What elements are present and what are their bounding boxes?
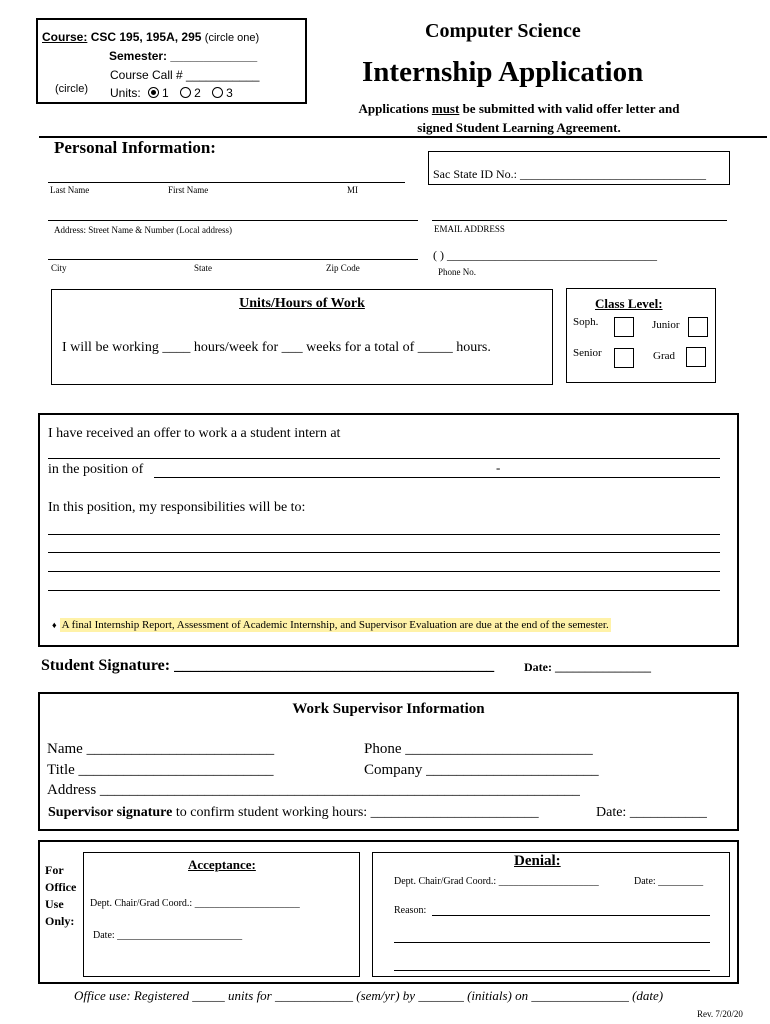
supervisor-name-field[interactable]: Name _________________________ <box>47 741 275 757</box>
units-label: Units: <box>110 86 141 100</box>
position-line[interactable] <box>154 477 720 478</box>
office-use-label: For Office Use Only: <box>45 863 77 928</box>
dept-title: Computer Science <box>425 20 581 42</box>
office-registration-line[interactable]: Office use: Registered _____ units for ____________ (sem/yr) by _______ (initials) on _______________ (date) <box>74 988 664 1003</box>
reason-label: Reason: <box>394 905 427 916</box>
offer-box <box>38 413 739 647</box>
soph-label: Soph. <box>573 316 599 328</box>
zip-label: Zip Code <box>326 263 360 273</box>
phone-label: Phone No. <box>438 267 476 277</box>
semester-field[interactable]: Semester: _____________ <box>109 49 258 63</box>
grad-label: Grad <box>653 350 675 362</box>
unit-1-label: 1 <box>162 86 169 100</box>
unit-1-radio[interactable] <box>148 87 159 98</box>
denial-heading: Denial: <box>514 853 561 869</box>
senior-checkbox[interactable] <box>614 348 634 368</box>
responsibility-line-3[interactable] <box>48 571 720 572</box>
report-note <box>52 619 611 631</box>
denial-chair-field[interactable]: Dept. Chair/Grad Coord.: ____________________ <box>394 876 599 887</box>
name-line[interactable] <box>48 182 405 183</box>
submission-note: Applications must be submitted with valid offer letter and signed Student Learning Agreement. <box>358 101 680 135</box>
unit-2-radio[interactable] <box>180 87 191 98</box>
denial-date-field[interactable]: Date: _________ <box>634 876 704 887</box>
student-date-field[interactable]: Date: ________________ <box>524 660 651 674</box>
student-signature-field[interactable]: Student Signature: ________________________________________ <box>41 657 495 674</box>
reason-line-1[interactable] <box>432 915 710 916</box>
hours-statement[interactable]: I will be working ____ hours/week for ___ weeks for a total of _____ hours. <box>62 340 491 355</box>
class-level-heading: Class Level: <box>595 296 663 311</box>
course-line <box>42 30 259 44</box>
supervisor-heading: Work Supervisor Information <box>292 701 485 717</box>
acceptance-heading: Acceptance: <box>188 857 256 872</box>
supervisor-date-field[interactable]: Date: ___________ <box>596 805 707 820</box>
circle-label: (circle) <box>55 83 88 95</box>
employer-line[interactable] <box>48 458 720 459</box>
first-name-label: First Name <box>168 185 209 195</box>
position-dash: - <box>496 460 501 475</box>
page-title: Internship Application <box>362 56 644 88</box>
position-label: in the position of <box>48 462 144 477</box>
junior-label: Junior <box>652 319 680 331</box>
supervisor-phone-field[interactable]: Phone _________________________ <box>364 741 593 757</box>
unit-2-label: 2 <box>194 86 201 100</box>
course-hint: (circle one) <box>204 32 260 44</box>
responsibility-line-4[interactable] <box>48 590 720 591</box>
address-label: Address: Street Name & Number (Local address) <box>54 225 232 235</box>
bullet-icon: ♦ <box>52 620 57 630</box>
revision-label: Rev. 7/20/20 <box>697 1009 743 1019</box>
course-value[interactable]: CSC 195, 195A, 295 <box>90 30 202 44</box>
grad-checkbox[interactable] <box>686 347 706 367</box>
unit-3-radio[interactable] <box>212 87 223 98</box>
city-line[interactable] <box>48 259 418 260</box>
course-call-field[interactable]: Course Call # ___________ <box>110 68 260 82</box>
last-name-label: Last Name <box>50 185 90 195</box>
junior-checkbox[interactable] <box>688 317 708 337</box>
reason-line-3[interactable] <box>394 970 710 971</box>
units-hours-heading: Units/Hours of Work <box>239 296 365 311</box>
responsibilities-label: In this position, my responsibilities will be to: <box>48 500 306 515</box>
phone-field[interactable]: ( ) ___________________________________ <box>433 248 657 262</box>
soph-checkbox[interactable] <box>614 317 634 337</box>
personal-heading: Personal Information: <box>54 138 216 157</box>
senior-label: Senior <box>573 347 602 359</box>
responsibility-line-1[interactable] <box>48 534 720 535</box>
supervisor-title-field[interactable]: Title __________________________ <box>47 762 274 778</box>
mi-label: MI <box>347 185 358 195</box>
reason-line-2[interactable] <box>394 942 710 943</box>
city-label: City <box>51 263 67 273</box>
address-line[interactable] <box>48 220 418 221</box>
unit-3-label: 3 <box>226 86 233 100</box>
state-label: State <box>194 263 212 273</box>
course-label: Course: <box>42 30 88 44</box>
supervisor-address-field[interactable]: Address ________________________________________________________________ <box>47 782 580 798</box>
offer-received-text: I have received an offer to work a a student intern at <box>48 426 341 441</box>
report-note-text: A final Internship Report, Assessment of Academic Internship, and Supervisor Evaluation are due at the end of the semester. <box>61 619 609 631</box>
email-label: EMAIL ADDRESS <box>434 224 505 234</box>
units-radio-group <box>110 86 233 100</box>
responsibility-line-2[interactable] <box>48 552 720 553</box>
acceptance-chair-field[interactable]: Dept. Chair/Grad Coord.: _____________________ <box>90 898 300 909</box>
supervisor-company-field[interactable]: Company _______________________ <box>364 762 599 778</box>
supervisor-signature-field[interactable]: Supervisor signature to confirm student working hours: ________________________ <box>48 805 539 820</box>
acceptance-date-field[interactable]: Date: _________________________ <box>93 930 243 941</box>
email-line[interactable] <box>432 220 727 221</box>
sac-id-field[interactable]: Sac State ID No.: _______________________________ <box>433 167 706 181</box>
